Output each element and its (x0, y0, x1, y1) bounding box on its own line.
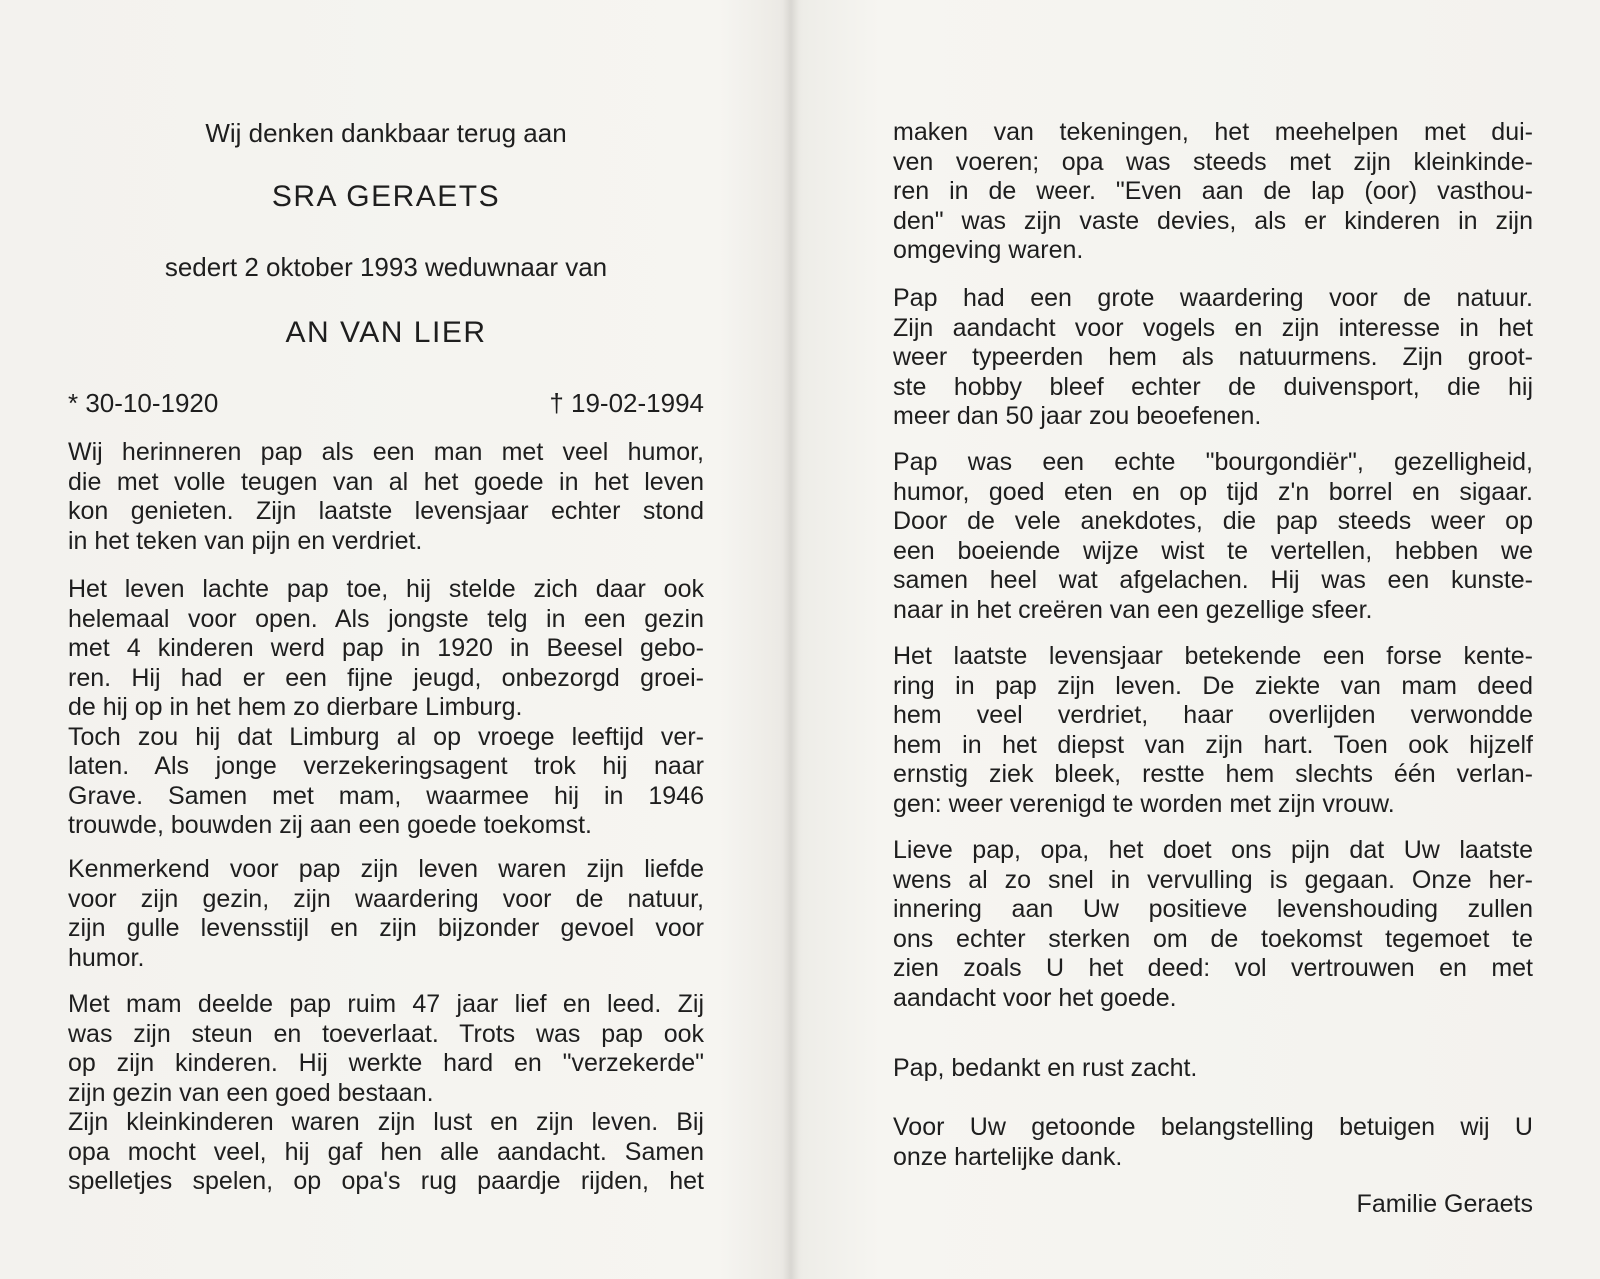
text-line: ste hobby bleef echter de duivensport, die hij (893, 372, 1533, 401)
text-line: helemaal voor open. Als jongste telg in een gezin (68, 604, 704, 633)
text-line: gen: weer verenigd te worden met zijn vrouw. (893, 789, 1395, 818)
death-date: † 19-02-1994 (549, 388, 704, 418)
text-line: samen heel wat afgelachen. Hij was een kunste- (893, 566, 1533, 594)
text-line: ons echter sterken om de toekomst tegemoet te (893, 924, 1533, 953)
text-line: aandacht voor het goede. (893, 983, 1177, 1012)
right-paragraph-2 (893, 284, 1533, 432)
left-paragraph-4 (68, 990, 704, 1197)
right-paragraph-4 (893, 642, 1533, 819)
card-fold (783, 0, 799, 1279)
left-paragraph-3 (68, 855, 704, 973)
text-line: Pap, bedankt en rust zacht. (893, 1054, 1198, 1082)
text-line: trouwde, bouwden zij aan een goede toekomst. (68, 811, 592, 839)
text-line: onze hartelijke dank. (893, 1142, 1123, 1171)
text-line: innering aan Uw positieve levenshouding zullen (893, 895, 1533, 923)
text-line: ren in de weer. "Even aan de lap (oor) vasthou- (893, 177, 1533, 205)
text-line: die met volle teugen van al het goede in het leven (68, 467, 704, 496)
text-line: op zijn kinderen. Hij werkte hard en "verzekerde" (68, 1049, 704, 1077)
spouse-name: AN VAN LIER (285, 316, 487, 349)
text-line: spelletjes spelen, op opa's rug paardje rijden, het (68, 1167, 704, 1195)
text-line: Grave. Samen met mam, waarmee hij in 1946 (68, 781, 704, 810)
text-line: Toch zou hij dat Limburg al op vroege leeftijd ver- (68, 722, 704, 751)
text-line: maken van tekeningen, het meehelpen met dui- (893, 118, 1533, 146)
thanks-line: Wij denken dankbaar terug aan (205, 118, 567, 148)
text-line: den" was zijn vaste devies, als er kinderen in zijn (893, 206, 1533, 235)
text-line: Het leven lachte pap toe, hij stelde zich daar ook (68, 575, 704, 603)
text-line: zijn gezin van een goed bestaan. (68, 1078, 434, 1107)
left-paragraph-1 (68, 438, 704, 556)
text-line: humor. (68, 943, 145, 972)
text-line: naar in het creëren van een gezellige sfeer. (893, 595, 1373, 624)
text-line: hem veel verdriet, haar overlijden verwondde (893, 701, 1533, 729)
right-paragraph-5 (893, 836, 1533, 1013)
text-line: Kenmerkend voor pap zijn leven waren zijn liefde (68, 855, 704, 883)
text-line: meer dan 50 jaar zou beoefenen. (893, 402, 1262, 430)
text-line: zien zoals U het deed: vol vertrouwen en met (893, 954, 1533, 982)
text-line: met 4 kinderen werd pap in 1920 in Beesel gebo- (68, 634, 704, 662)
text-line: Zijn kleinkinderen waren zijn lust en zijn leven. Bij (68, 1108, 704, 1136)
text-line: ven voeren; opa was steeds met zijn kleinkinde- (893, 147, 1533, 176)
text-line: laten. Als jonge verzekeringsagent trok hij naar (68, 752, 704, 780)
left-page (68, 0, 704, 1279)
widower-since-line: sedert 2 oktober 1993 weduwnaar van (164, 252, 608, 282)
text-line: ren. Hij had er een fijne jeugd, onbezorgd groei- (68, 663, 704, 692)
family-signature: Familie Geraets (1356, 1190, 1533, 1218)
text-line: Voor Uw getoonde belangstelling betuigen wij U (893, 1113, 1533, 1141)
text-line: voor zijn gezin, zijn waardering voor de natuur, (68, 884, 704, 913)
text-line: hem in het diepst van zijn hart. Toen ook hijzelf (893, 730, 1533, 759)
text-line: kon genieten. Zijn laatste levensjaar echter stond (68, 497, 704, 525)
text-line: Pap was een echte "bourgondiër", gezelligheid, (893, 448, 1533, 476)
text-line: Door de vele anekdotes, die pap steeds weer op (893, 507, 1533, 535)
birth-date: * 30-10-1920 (68, 388, 219, 418)
text-line: Wij herinneren pap als een man met veel humor, (68, 438, 704, 466)
text-line: was zijn steun en toeverlaat. Trots was pap ook (68, 1019, 704, 1048)
text-line: ring in pap zijn leven. De ziekte van mam deed (893, 671, 1533, 700)
right-paragraph-1 (893, 118, 1533, 266)
text-line: opa mocht veel, hij gaf hen alle aandacht. Samen (68, 1137, 704, 1166)
text-line: zijn gulle levensstijl en zijn bijzonder gevoel voor (68, 914, 704, 942)
text-line: in het teken van pijn en verdriet. (68, 526, 423, 555)
deceased-name: SRA GERAETS (271, 180, 501, 213)
left-paragraph-2 (68, 575, 704, 841)
text-line: Lieve pap, opa, het doet ons pijn dat Uw laatste (893, 836, 1533, 864)
text-line: Pap had een grote waardering voor de natuur. (893, 284, 1533, 312)
right-page (893, 0, 1533, 1279)
text-line: Het laatste levensjaar betekende een forse kente- (893, 642, 1533, 670)
text-line: weer typeerden hem als natuurmens. Zijn groot- (893, 343, 1533, 371)
right-paragraph-6 (893, 1054, 1533, 1084)
right-paragraph-7 (893, 1113, 1533, 1172)
text-line: Met mam deelde pap ruim 47 jaar lief en leed. Zij (68, 990, 704, 1018)
text-line: omgeving waren. (893, 236, 1084, 264)
text-line: ernstig ziek bleek, restte hem slechts één verlan- (893, 760, 1533, 788)
right-paragraph-3 (893, 448, 1533, 625)
text-line: humor, goed eten en op tijd z'n borrel en sigaar. (893, 477, 1533, 506)
text-line: wens al zo snel in vervulling is gegaan. Onze her- (893, 865, 1533, 894)
text-line: een boeiende wijze wist te vertellen, hebben we (893, 536, 1533, 565)
text-line: de hij op in het hem zo dierbare Limburg. (68, 693, 523, 721)
text-line: Zijn aandacht voor vogels en zijn interesse in het (893, 313, 1533, 342)
